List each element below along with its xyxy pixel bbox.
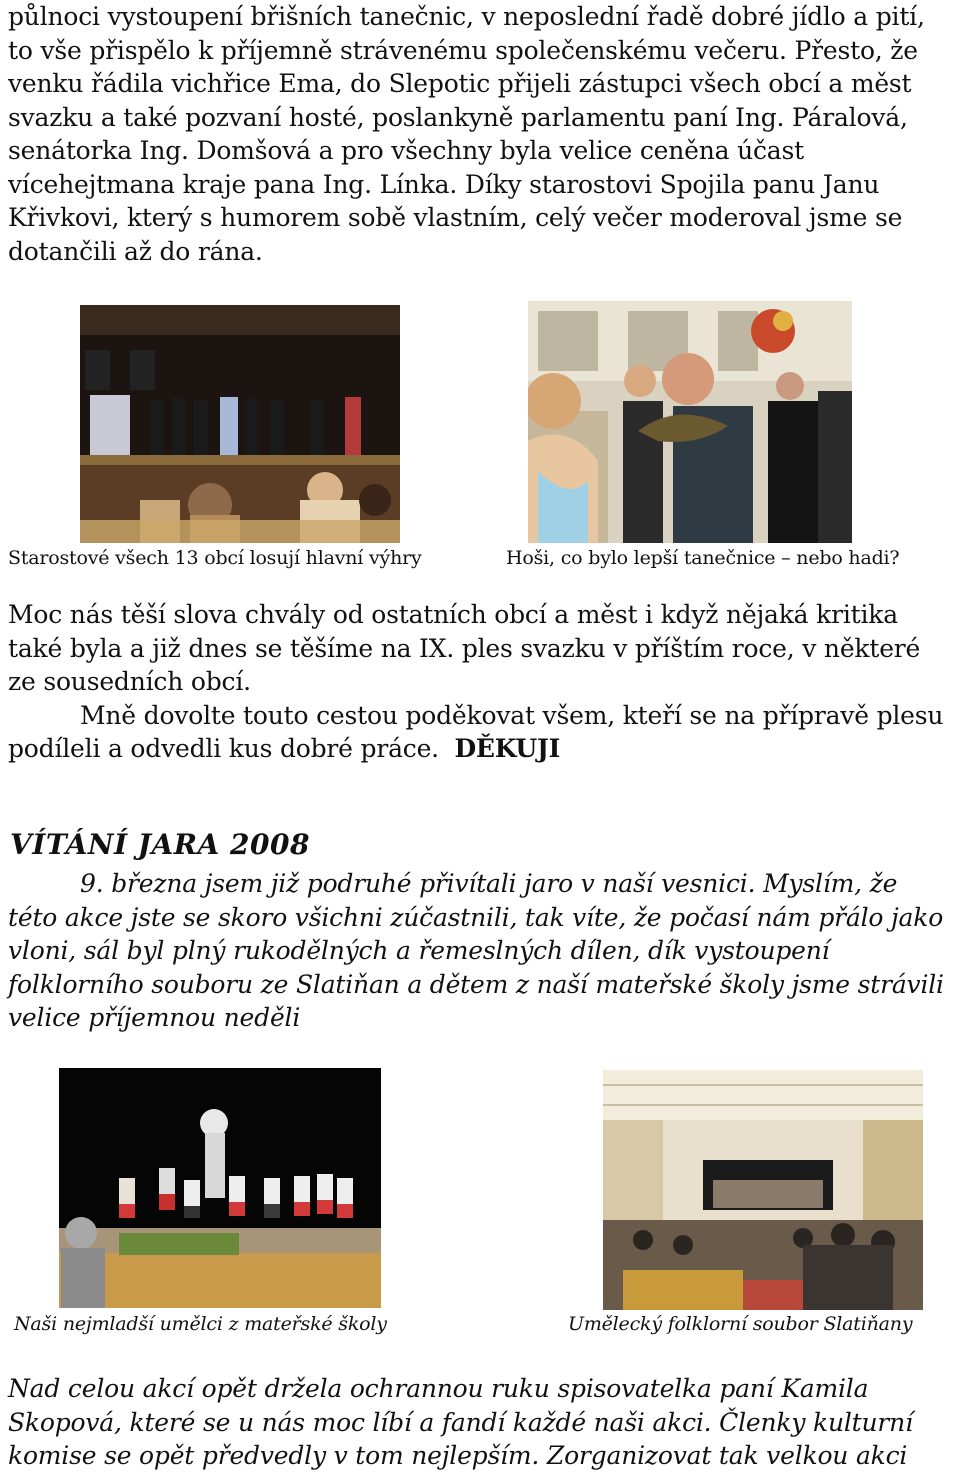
section-paragraph: 9. března jsem již podruhé přivítali jaro v naší vesnici. Myslím, že této akce jste se skoro všichni zúčastnili, tak víte, že počasí nám přálo jako vloni, sál byl plný rukodělných a řemeslných dílen, dík vystoupení folklorního souboru ze Slatiňan a dětem z naší mateřské školy jsme strávili velice příjemnou neděli xyxy=(8,869,944,1032)
photo-stage-mayors xyxy=(80,305,400,543)
caption-mayors-draw: Starostové všech 13 obcí losují hlavní výhry xyxy=(8,547,422,569)
final-paragraph: Nad celou akcí opět držela ochrannou ruku spisovatelka paní Kamila Skopová, které se u nás moc líbí a fandí každé naši akci. Členky kulturní komise se opět předvedly v tom nejlepším. Zorganizovat tak velkou akci xyxy=(8,1374,913,1470)
photo-snake-dancer xyxy=(528,301,852,543)
photo-kindergarten-kids xyxy=(59,1068,381,1308)
thanks-text: Mně dovolte touto cestou poděkovat všem, kteří se na přípravě plesu podíleli a odvedli kus dobré práce. xyxy=(8,700,944,763)
caption-folklore: Umělecký folklorní soubor Slatiňany xyxy=(568,1313,913,1335)
caption-dancers-snakes: Hoši, co bylo lepší tanečnice – nebo hadi? xyxy=(506,547,900,569)
thanks-word: DĚKUJI xyxy=(454,734,561,763)
intro-paragraph: půlnoci vystoupení břišních tanečnic, v neposlední řadě dobré jídlo a pití, to vše přispělo k příjemně strávenému společenskému večeru. Přesto, že venku řádila vichřice Ema, do Slepotic přijeli zástupci všech obcí a měst svazku a také pozvaní hosté, poslankyně parlamentu paní Ing. Páralová, senátorka Ing. Domšová a pro všechny byla velice ceněna účast vícehejtmana kraje pana Ing. Línka. Díky starostovi Spojila panu Janu Křivkovi, který s humorem sobě vlastním, celý večer moderoval jsme se dotančili až do rána. xyxy=(8,2,925,266)
caption-kindergarten: Naši nejmladší umělci z mateřské školy xyxy=(14,1313,387,1335)
closing-text: Moc nás těší slova chvály od ostatních obcí a měst i když nějaká kritika také byla a již dnes se těšíme na IX. ples svazku v příštím roce, v některé ze sousedních obcí. xyxy=(8,600,921,696)
closing-paragraph xyxy=(8,598,954,766)
photo-folklore-hall xyxy=(603,1070,923,1310)
section-heading: VÍTÁNÍ JARA 2008 xyxy=(10,828,310,861)
